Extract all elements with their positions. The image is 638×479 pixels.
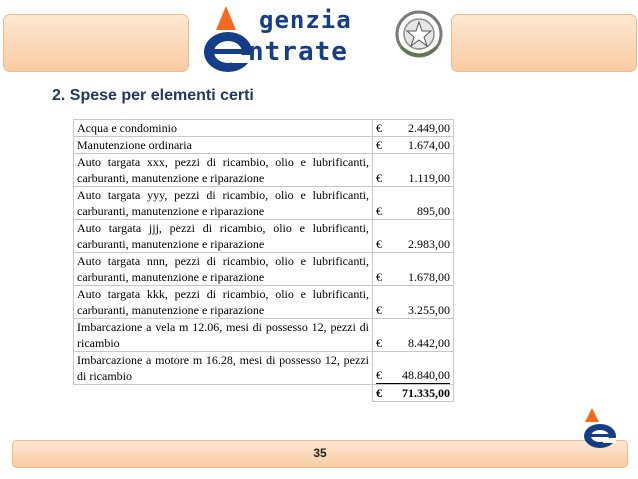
currency-symbol: € — [376, 336, 382, 350]
table-row — [74, 137, 454, 154]
expense-amount-cell — [373, 187, 454, 220]
currency-symbol: € — [376, 171, 382, 185]
amount-value: 8.442,00 — [408, 336, 450, 350]
currency-symbol: € — [376, 138, 382, 152]
currency-symbol: € — [376, 204, 382, 218]
table-row — [74, 286, 454, 319]
expense-amount-cell — [373, 385, 454, 402]
small-logo-icon — [576, 406, 622, 450]
table-row — [74, 120, 454, 137]
header-right-band — [451, 14, 637, 72]
currency-symbol: € — [376, 270, 382, 284]
expense-description: Manutenzione ordinaria — [74, 137, 373, 154]
table-row — [74, 220, 454, 253]
amount-value: 1.119,00 — [408, 171, 450, 185]
amount-value: 2.449,00 — [408, 121, 450, 135]
table-row — [74, 187, 454, 220]
amount-value: 1.674,00 — [408, 138, 450, 152]
expense-amount-cell — [373, 286, 454, 319]
expense-table — [73, 119, 454, 402]
expense-description: Auto targata kkk, pezzi di ricambio, olio e lubrificanti, carburanti, manutenzione e riparazione — [74, 286, 373, 319]
expense-description: Acqua e condominio — [74, 120, 373, 137]
currency-symbol: € — [376, 368, 382, 382]
table-row — [74, 319, 454, 352]
amount-value: 48.840,00 — [402, 368, 450, 382]
page-number: 35 — [313, 446, 327, 460]
currency-symbol: € — [376, 237, 382, 251]
italian-emblem-icon — [393, 7, 445, 63]
expense-amount-cell — [373, 154, 454, 187]
expense-description: Imbarcazione a vela m 12.06, mesi di possesso 12, pezzi di ricambio — [74, 319, 373, 352]
expense-amount-cell — [373, 120, 454, 137]
amount-value: 3.255,00 — [408, 303, 450, 317]
expense-description: Auto targata nnn, pezzi di ricambio, olio e lubrificanti, carburanti, manutenzione e riparazione — [74, 253, 373, 286]
currency-symbol: € — [376, 121, 382, 135]
table-row — [74, 385, 454, 402]
expense-description: Auto targata xxx, pezzi di ricambio, olio e lubrificanti, carburanti, manutenzione e riparazione — [74, 154, 373, 187]
logo-text-entrate: ntrate — [248, 37, 348, 67]
expense-amount-cell — [373, 220, 454, 253]
expense-amount-cell — [373, 319, 454, 352]
footer-bar — [12, 440, 628, 468]
logo-text-agenzia: genzia — [259, 6, 352, 34]
expense-description — [74, 385, 373, 402]
table-row — [74, 154, 454, 187]
currency-symbol: € — [376, 386, 382, 400]
expense-description: Auto targata yyy, pezzi di ricambio, olio e lubrificanti, carburanti, manutenzione e riparazione — [74, 187, 373, 220]
header-left-band — [3, 14, 189, 72]
currency-symbol: € — [376, 303, 382, 317]
expense-description: Auto targata jjj, pezzi di ricambio, olio e lubrificanti, carburanti, manutenzione e riparazione — [74, 220, 373, 253]
amount-value: 71.335,00 — [402, 386, 450, 400]
expense-amount-cell — [373, 137, 454, 154]
amount-value: 895,00 — [417, 204, 450, 218]
agenzia-entrate-logo — [196, 4, 446, 76]
table-row — [74, 352, 454, 385]
amount-value: 1.678,00 — [408, 270, 450, 284]
amount-value: 2.983,00 — [408, 237, 450, 251]
section-title: 2. Spese per elementi certi — [52, 87, 254, 104]
expense-amount-cell — [373, 352, 454, 385]
expense-amount-cell — [373, 253, 454, 286]
table-row — [74, 253, 454, 286]
expense-description: Imbarcazione a motore m 16.28, mesi di possesso 12, pezzi di ricambio — [74, 352, 373, 385]
